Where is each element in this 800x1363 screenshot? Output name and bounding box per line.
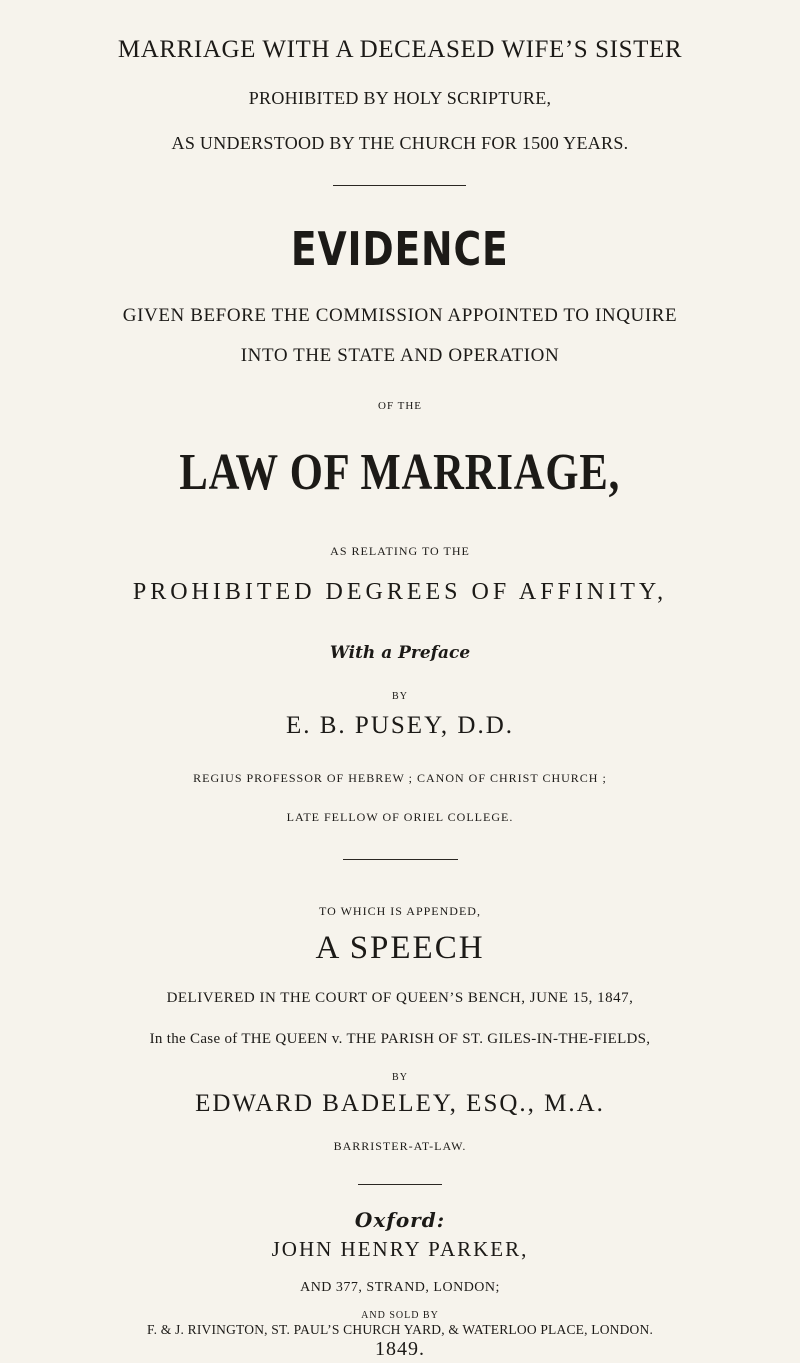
divider-rule-1 <box>333 185 466 186</box>
as-relating: AS RELATING TO THE <box>330 544 470 558</box>
divider-rule-3 <box>358 1184 442 1185</box>
speech-heading: A SPEECH <box>315 930 485 966</box>
publisher-name: JOHN HENRY PARKER, <box>271 1237 529 1261</box>
law-of-marriage-heading <box>0 443 800 502</box>
law-of-marriage-text: LAW OF MARRIAGE, <box>179 444 621 501</box>
delivered-line: DELIVERED IN THE COURT OF QUEEN’S BENCH, JUNE 15, 1847, <box>166 990 634 1006</box>
prohibited-degrees: PROHIBITED DEGREES OF AFFINITY, <box>132 579 668 605</box>
author-title-1: REGIUS PROFESSOR OF HEBREW ; CANON OF CHRIST CHURCH ; <box>193 771 607 785</box>
year: 1849. <box>375 1338 425 1360</box>
given-line-1: GIVEN BEFORE THE COMMISSION APPOINTED TO INQUIRE <box>122 305 678 326</box>
sold-by: AND SOLD BY <box>361 1310 439 1321</box>
given-line-2: INTO THE STATE AND OPERATION <box>240 345 560 366</box>
subtitle-line-1: PROHIBITED BY HOLY SCRIPTURE, <box>248 88 552 108</box>
publisher-address: AND 377, STRAND, LONDON; <box>300 1280 500 1295</box>
case-line: In the Case of THE QUEEN v. THE PARISH OF ST. GILES-IN-THE-FIELDS, <box>149 1031 651 1047</box>
speaker-name: EDWARD BADELEY, ESQ., M.A. <box>195 1090 605 1117</box>
speaker-title: BARRISTER-AT-LAW. <box>333 1139 467 1153</box>
evidence-heading <box>0 222 800 276</box>
divider-rule-2 <box>343 859 458 860</box>
place-oxford: Oxford: <box>354 1208 446 1232</box>
of-the: OF THE <box>378 400 422 412</box>
by-2: BY <box>392 1072 408 1083</box>
with-preface: With a Preface <box>329 643 471 663</box>
author-title-2: LATE FELLOW OF ORIEL COLLEGE. <box>286 810 514 824</box>
sellers-line: F. & J. RIVINGTON, ST. PAUL’S CHURCH YARD, & WATERLOO PLACE, LONDON. <box>146 1322 654 1337</box>
evidence-text: EVIDENCE <box>291 222 509 276</box>
appended-line: TO WHICH IS APPENDED, <box>319 904 481 918</box>
main-title: MARRIAGE WITH A DECEASED WIFE’S SISTER <box>117 36 683 63</box>
author-name: E. B. PUSEY, D.D. <box>285 712 515 739</box>
by-1: BY <box>392 691 408 702</box>
subtitle-line-2: AS UNDERSTOOD BY THE CHURCH FOR 1500 YEARS. <box>171 133 629 153</box>
